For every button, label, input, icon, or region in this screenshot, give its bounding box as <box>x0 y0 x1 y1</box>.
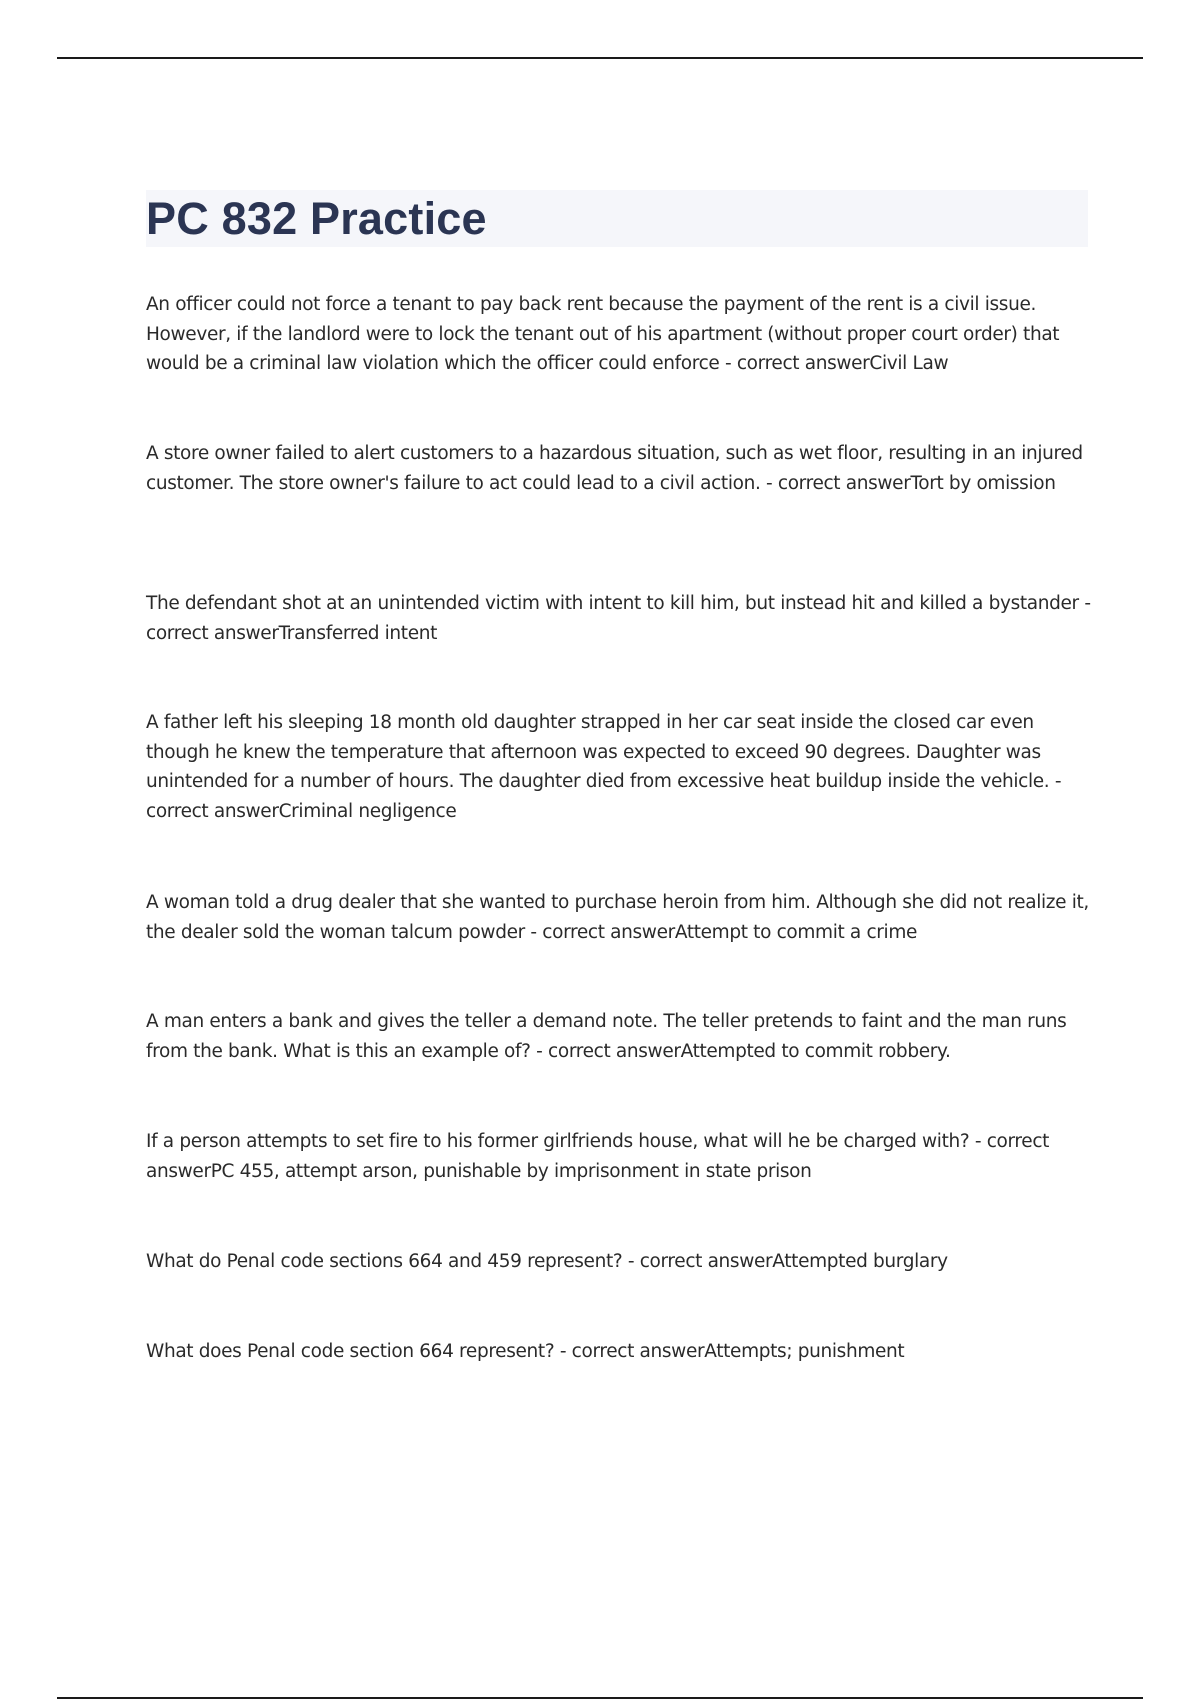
qa-entry-3: The defendant shot at an unintended victim with intent to kill him, but instead hit and killed a bystander - correct answerTransferred intent <box>146 593 1091 644</box>
qa-entry-9: What does Penal code section 664 represent? - correct answerAttempts; punishment <box>146 1341 905 1362</box>
qa-entry-1: An officer could not force a tenant to pay back rent because the payment of the rent is a civil issue. However, if the landlord were to lock the tenant out of his apartment (without proper court order) that would be a criminal law violation which the officer could enforce - correct answerCivil Law <box>146 294 1060 374</box>
qa-entry-5: A woman told a drug dealer that she wanted to purchase heroin from him. Although she did not realize it, the dealer sold the woman talcum powder - correct answerAttempt to commit a crime <box>146 892 1089 943</box>
qa-entry-8: What do Penal code sections 664 and 459 represent? - correct answerAttempted burglary <box>146 1251 948 1272</box>
top-rule <box>57 57 1143 59</box>
qa-entry-7: If a person attempts to set fire to his former girlfriends house, what will he be charged with? - correct answerPC 455, attempt arson, punishable by imprisonment in state prison <box>146 1131 1050 1182</box>
qa-entry-4: A father left his sleeping 18 month old daughter strapped in her car seat inside the closed car even though he knew the temperature that afternoon was expected to exceed 90 degrees. Daughter was unintended for a number of hours. The daughter died from excessive heat buildup inside the vehicle. - correct answerCriminal negligence <box>146 712 1062 822</box>
qa-entry-6: A man enters a bank and gives the teller a demand note. The teller pretends to faint and the man runs from the bank. What is this an example of? - correct answerAttempted to commit robbery. <box>146 1011 1067 1062</box>
bottom-rule <box>57 1697 1143 1699</box>
page-title: PC 832 Practice <box>146 193 487 244</box>
qa-entry-2: A store owner failed to alert customers to a hazardous situation, such as wet floor, resulting in an injured customer. The store owner's failure to act could lead to a civil action. - correct answerTort by omission <box>146 443 1083 494</box>
